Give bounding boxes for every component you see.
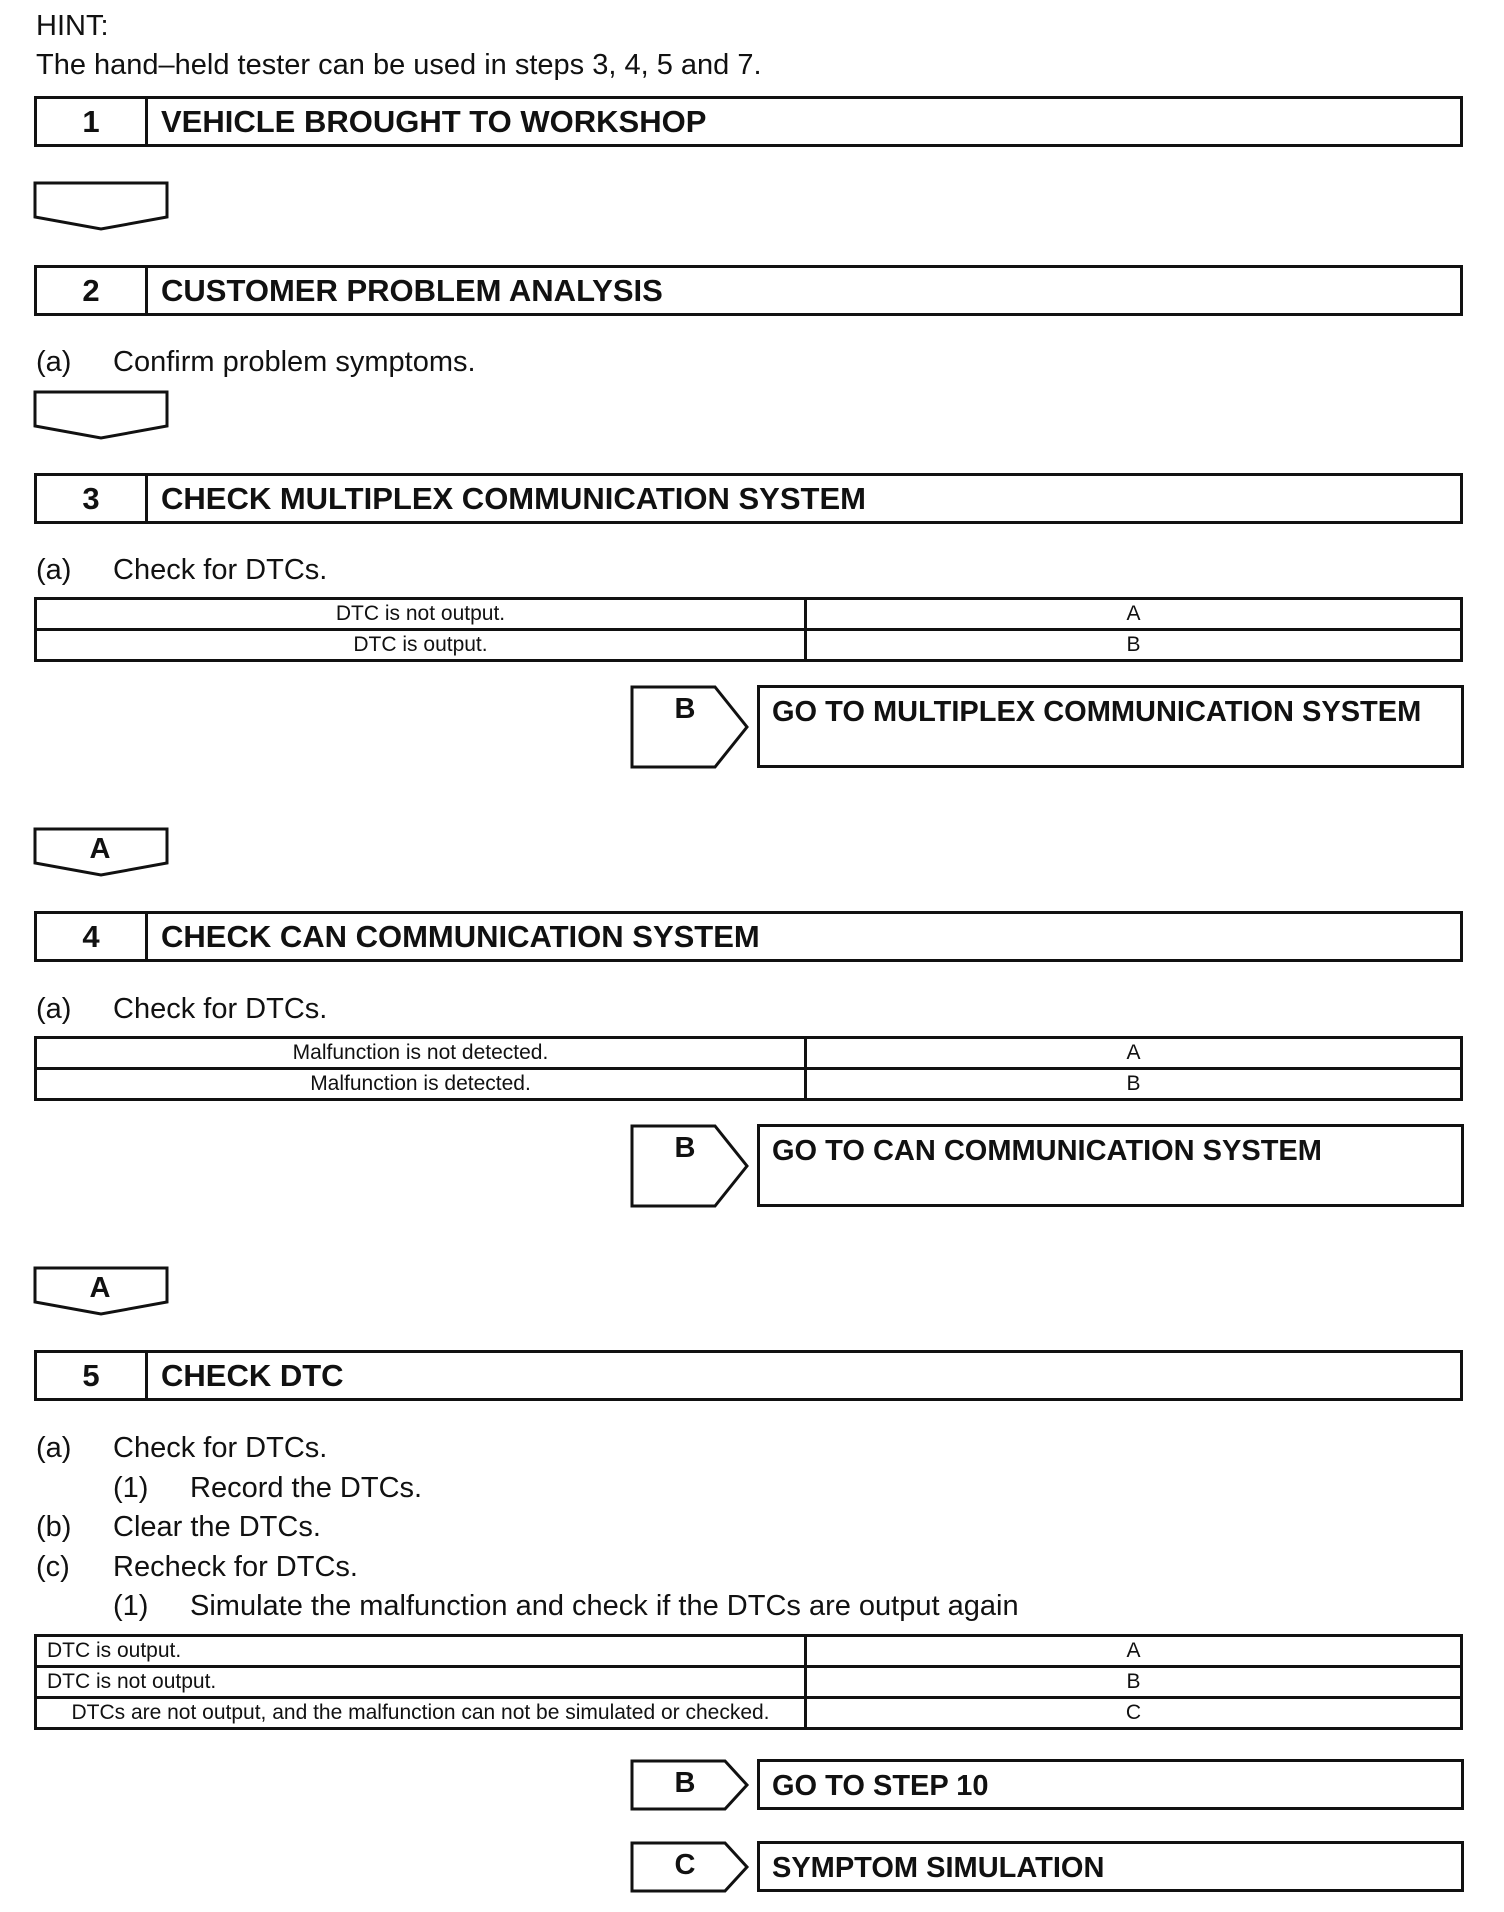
item-marker: (c) <box>36 1551 70 1583</box>
result-cell: B <box>806 630 1462 661</box>
table-row <box>36 1698 1462 1729</box>
down-arrow-connector <box>33 827 171 877</box>
down-arrow-connector <box>33 390 171 440</box>
table-row <box>36 1636 1462 1667</box>
item-text: Recheck for DTCs. <box>113 1551 358 1583</box>
step-2-header <box>34 265 1463 316</box>
down-arrow-connector <box>33 1266 171 1316</box>
result-cell: A <box>806 1636 1462 1667</box>
step-number: 2 <box>37 268 148 313</box>
step-1-header <box>34 96 1463 147</box>
item-text: Simulate the malfunction and check if the DTCs are output again <box>190 1590 1019 1622</box>
table-row <box>36 1667 1462 1698</box>
step-title: VEHICLE BROUGHT TO WORKSHOP <box>161 103 707 139</box>
condition-cell: Malfunction is not detected. <box>36 1038 806 1069</box>
item-text: Record the DTCs. <box>190 1472 423 1504</box>
item-text: Check for DTCs. <box>113 1432 328 1464</box>
connector-label: A <box>89 1272 111 1304</box>
down-arrow-icon <box>33 181 171 231</box>
step-title: CHECK DTC <box>161 1357 344 1393</box>
goto-arrow <box>630 685 750 769</box>
down-arrow-connector <box>33 181 171 231</box>
condition-cell: DTC is not output. <box>36 599 806 630</box>
step-title: CHECK CAN COMMUNICATION SYSTEM <box>161 918 760 954</box>
result-table <box>34 597 1463 662</box>
goto-arrow <box>630 1759 750 1811</box>
condition-cell: DTC is output. <box>36 630 806 661</box>
step-5-header <box>34 1350 1463 1401</box>
result-cell: A <box>806 1038 1462 1069</box>
result-table <box>34 1036 1463 1101</box>
goto-arrow <box>630 1841 750 1893</box>
item-marker: (1) <box>113 1590 149 1622</box>
goto-box: GO TO CAN COMMUNICATION SYSTEM <box>757 1124 1464 1207</box>
item-text: Check for DTCs. <box>113 993 328 1025</box>
item-marker: (a) <box>36 1432 72 1464</box>
result-cell: B <box>806 1667 1462 1698</box>
goto-result: C <box>674 1849 696 1881</box>
item-text: Check for DTCs. <box>113 554 328 586</box>
result-cell: B <box>806 1069 1462 1100</box>
item-text: Confirm problem symptoms. <box>113 346 476 378</box>
item-marker: (b) <box>36 1511 72 1543</box>
connector-label: A <box>89 833 111 865</box>
step-number: 3 <box>37 476 148 521</box>
table-row <box>36 1069 1462 1100</box>
down-arrow-icon <box>33 390 171 440</box>
hint-text: The hand–held tester can be used in steps 3, 4, 5 and 7. <box>36 49 762 81</box>
result-cell: A <box>806 599 1462 630</box>
hint-label: HINT: <box>36 10 109 42</box>
item-marker: (a) <box>36 346 72 378</box>
item-marker: (a) <box>36 554 72 586</box>
item-marker: (a) <box>36 993 72 1025</box>
step-number: 1 <box>37 99 148 144</box>
result-cell: C <box>806 1698 1462 1729</box>
goto-result: B <box>674 1767 696 1799</box>
item-text: Clear the DTCs. <box>113 1511 321 1543</box>
condition-cell: DTCs are not output, and the malfunction can not be simulated or checked. <box>36 1698 806 1729</box>
step-number: 5 <box>37 1353 148 1398</box>
step-title: CUSTOMER PROBLEM ANALYSIS <box>161 272 663 308</box>
goto-arrow <box>630 1124 750 1208</box>
goto-box: GO TO MULTIPLEX COMMUNICATION SYSTEM <box>757 685 1464 768</box>
goto-result: B <box>674 1132 696 1164</box>
step-title: CHECK MULTIPLEX COMMUNICATION SYSTEM <box>161 480 866 516</box>
table-row <box>36 630 1462 661</box>
condition-cell: DTC is not output. <box>36 1667 806 1698</box>
step-number: 4 <box>37 914 148 959</box>
table-row <box>36 1038 1462 1069</box>
step-3-header <box>34 473 1463 524</box>
goto-result: B <box>674 693 696 725</box>
goto-box: SYMPTOM SIMULATION <box>757 1841 1464 1892</box>
step-4-header <box>34 911 1463 962</box>
item-marker: (1) <box>113 1472 149 1504</box>
condition-cell: DTC is output. <box>36 1636 806 1667</box>
result-table <box>34 1634 1463 1730</box>
goto-box: GO TO STEP 10 <box>757 1759 1464 1810</box>
table-row <box>36 599 1462 630</box>
condition-cell: Malfunction is detected. <box>36 1069 806 1100</box>
